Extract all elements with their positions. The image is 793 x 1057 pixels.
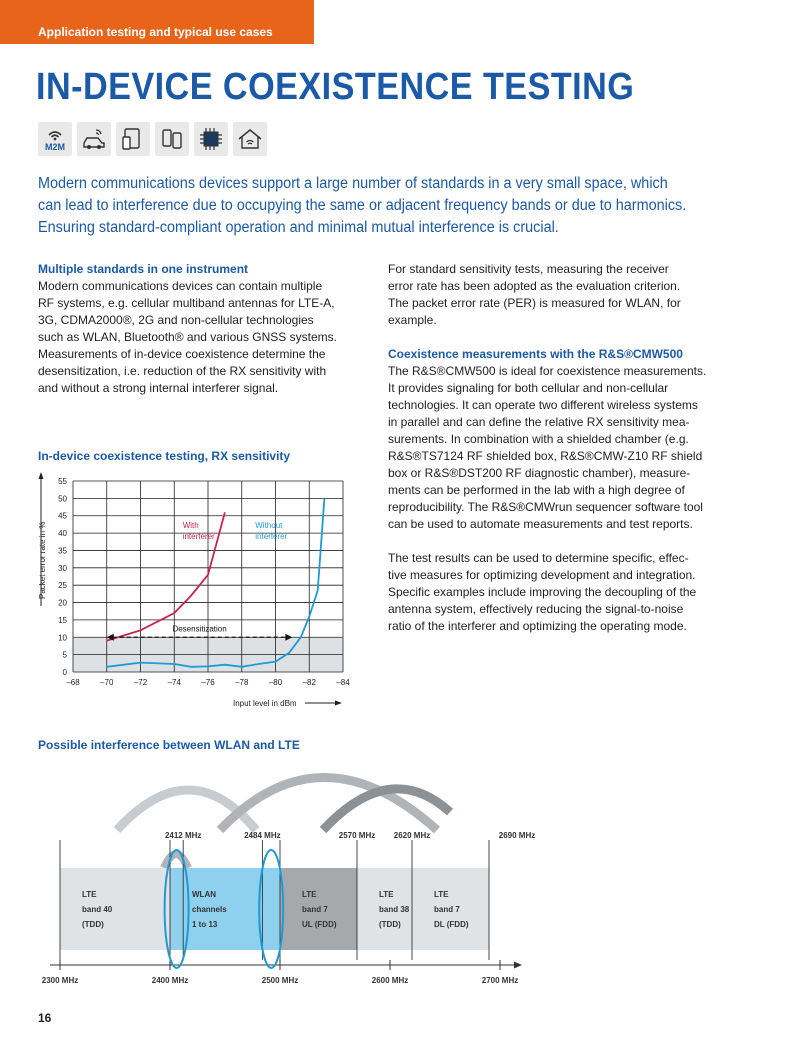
text-line: antenna system, effectively reducing the signal-to-noise [388, 602, 684, 616]
x-axis-arrowhead [335, 701, 342, 706]
desensitization-label: Desensitization [172, 624, 227, 634]
band-label: band 38 [379, 905, 410, 914]
x-tick-label: –68 [66, 678, 80, 687]
page-title: IN-DEVICE COEXISTENCE TESTING [36, 66, 635, 108]
band-label: UL (FDD) [302, 920, 337, 929]
series-label: With [182, 520, 199, 530]
body-paragraph [38, 278, 368, 397]
text-line: box or R&S®DST200 RF diagnostic chamber), measure- [388, 466, 691, 480]
svg-text:M2M: M2M [45, 142, 65, 152]
y-tick-label: 20 [58, 598, 67, 608]
text-line: ments can be performed in the lab with a high degree of [388, 483, 685, 497]
x-axis-label: Input level in dBm [233, 699, 297, 708]
section-tag: Application testing and typical use cases [0, 0, 314, 44]
intro-line: Modern communications devices support a large number of standards in a very small space, which [38, 175, 668, 192]
intro-line: can lead to interference due to occupying the same or adjacent frequency bands or due to harmonics. [38, 197, 687, 214]
left-text-column [38, 261, 368, 397]
text-line: such as WLAN, Bluetooth® and various GNSS systems. [38, 330, 337, 344]
y-axis-arrowhead [39, 472, 44, 479]
chart-title: In-device coexistence testing, RX sensitivity [38, 449, 291, 463]
phones-icon [155, 122, 189, 156]
x-tick-label: –82 [302, 678, 316, 687]
y-tick-label: 35 [58, 546, 67, 556]
x-tick-label: –80 [268, 678, 283, 687]
band-label: 1 to 13 [192, 920, 218, 929]
band-label: (TDD) [82, 920, 104, 929]
m2m-icon [38, 122, 72, 156]
x-tick-label: –70 [100, 678, 114, 687]
intro-line: Ensuring standard-compliant operation and minimal mutual interference is crucial. [38, 219, 559, 236]
frequency-label-top: 2690 MHz [498, 831, 536, 840]
frequency-label-top: 2570 MHz [338, 831, 376, 840]
chip-icon [194, 122, 228, 156]
frequency-label-top: 2620 MHz [393, 831, 431, 840]
x-tick-label: –72 [133, 678, 148, 687]
x-tick-label: –78 [235, 678, 249, 687]
text-line: The packet error rate (PER) is measured for WLAN, for [388, 296, 681, 310]
series-label: interferer [182, 531, 215, 541]
frequency-axis-arrowhead [514, 962, 522, 969]
tablet-phone-icon [116, 122, 150, 156]
text-line: reproducibility. The R&S®CMWrun sequencer software tool [388, 500, 703, 514]
frequency-band [60, 868, 170, 950]
text-line: and without a strong internal interferer signal. [38, 381, 279, 395]
frequency-label-bottom: 2400 MHz [151, 976, 189, 985]
y-tick-label: 30 [58, 563, 67, 573]
text-line: R&S®TS7124 RF shielded box, R&S®CMW-Z10 RF shield [388, 449, 703, 463]
x-tick-label: –76 [201, 678, 215, 687]
band-label: (TDD) [379, 920, 401, 929]
series-label: Without [255, 520, 283, 530]
y-tick-label: 5 [62, 650, 67, 660]
body-paragraph [388, 261, 733, 329]
band-label: DL (FDD) [434, 920, 469, 929]
y-tick-label: 40 [58, 529, 67, 539]
band-label: WLAN [192, 890, 216, 899]
frequency-label-top: 2412 MHz [164, 831, 202, 840]
right-text-column [388, 261, 733, 635]
rx-sensitivity-chart [30, 466, 360, 716]
frequency-label-top: 2484 MHz [244, 831, 281, 840]
body-paragraph [388, 363, 733, 533]
text-line: It provides signaling for both cellular and non-cellular [388, 381, 669, 395]
band-label: channels [192, 905, 227, 914]
frequency-label-bottom: 2300 MHz [41, 976, 79, 985]
text-line: example. [388, 313, 437, 327]
text-line: RF systems, e.g. cellular multiband antennas for LTE-A, [38, 296, 335, 310]
band-label: LTE [302, 890, 317, 899]
text-line: can be used to automate measurements and test reports. [388, 517, 693, 531]
band-label: LTE [82, 890, 97, 899]
text-line: The R&S®CMW500 is ideal for coexistence measurements. [388, 364, 707, 378]
y-tick-label: 45 [58, 511, 67, 521]
text-line: Modern communications devices can contain multiple [38, 279, 323, 293]
y-tick-label: 25 [58, 581, 67, 591]
band-label: LTE [379, 890, 394, 899]
text-line: For standard sensitivity tests, measuring the receiver [388, 262, 669, 276]
section-heading: Coexistence measurements with the R&S®CMW500 [388, 347, 683, 361]
text-line: error rate has been adopted as the evaluation criterion. [388, 279, 681, 293]
section-heading: Multiple standards in one instrument [38, 262, 249, 276]
diagram-title: Possible interference between WLAN and LTE [38, 738, 300, 752]
y-tick-label: 10 [58, 633, 67, 643]
series-label: interferer [255, 531, 288, 541]
body-paragraph [388, 550, 733, 635]
x-tick-label: –74 [167, 678, 181, 687]
intro-paragraph [38, 173, 689, 239]
text-line: The test results can be used to determine specific, effec- [388, 551, 689, 565]
band-label: band 40 [82, 905, 113, 914]
text-line: Measurements of in-device coexistence determine the [38, 347, 326, 361]
text-line: ratio of the interferer and optimizing the operating mode. [388, 619, 687, 633]
band-label: band 7 [434, 905, 460, 914]
text-line: surements. In combination with a shielded chamber (e.g. [388, 432, 689, 446]
use-case-icon-row [38, 122, 267, 156]
band-label: LTE [434, 890, 449, 899]
car-wireless-icon [77, 122, 111, 156]
frequency-label-bottom: 2600 MHz [371, 976, 409, 985]
y-tick-label: 15 [58, 615, 67, 625]
band-label: band 7 [302, 905, 328, 914]
frequency-label-bottom: 2500 MHz [261, 976, 299, 985]
text-line: Specific examples include improving the decoupling of the [388, 585, 697, 599]
smart-home-icon [233, 122, 267, 156]
y-axis-label: Packet error rate in % [38, 521, 47, 599]
text-line: 3G, CDMA2000®, 2G and non-cellular technologies [38, 313, 314, 327]
wlan-lte-interference-diagram [30, 760, 536, 995]
y-tick-label: 55 [58, 477, 67, 486]
text-line: desensitization, i.e. reduction of the RX sensitivity with [38, 364, 327, 378]
y-tick-label: 50 [58, 494, 67, 504]
x-tick-label: –84 [336, 678, 350, 687]
y-tick-label: 0 [62, 668, 67, 677]
page-number: 16 [38, 1011, 52, 1025]
text-line: tive measures for optimizing development and integration. [388, 568, 696, 582]
frequency-label-bottom: 2700 MHz [481, 976, 519, 985]
text-line: in parallel and can define the relative RX sensitivity mea- [388, 415, 690, 429]
text-line: technologies. It can operate two different wireless systems [388, 398, 698, 412]
